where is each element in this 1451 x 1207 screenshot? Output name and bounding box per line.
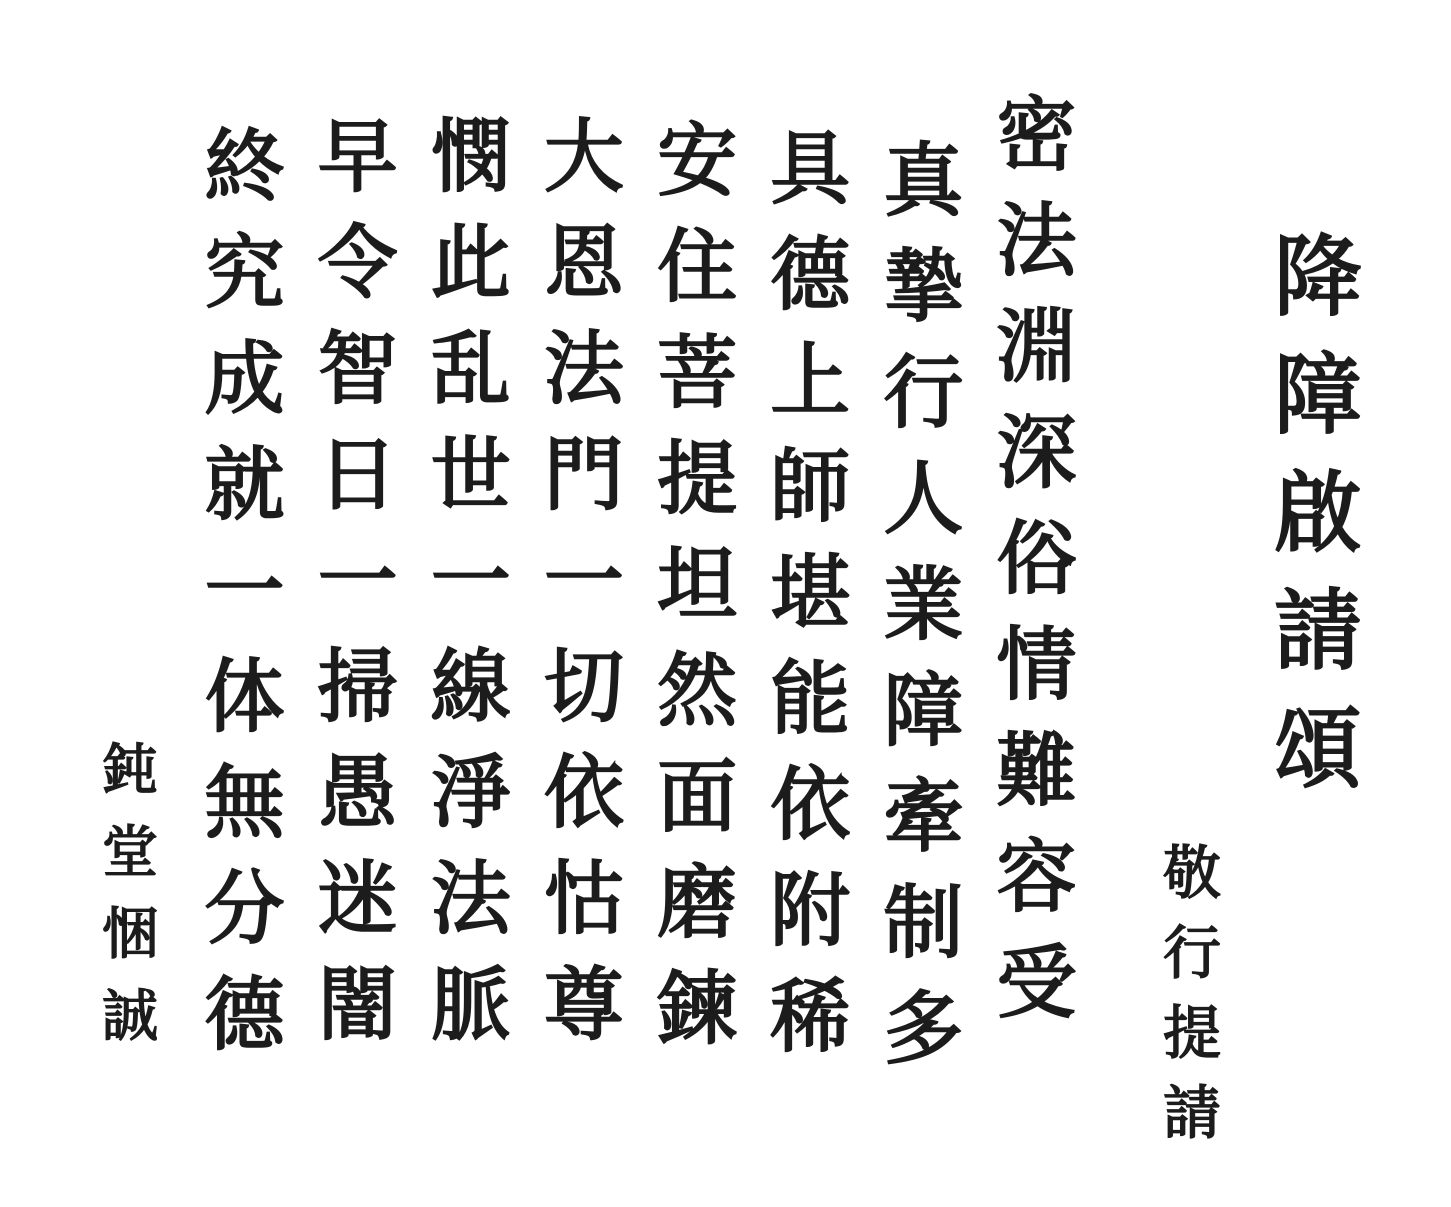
verse-line-8: 終究成就一体無分德 bbox=[191, 124, 285, 1078]
signature-text: 鈍堂悃誠 bbox=[93, 740, 159, 1068]
verse-line-4: 安住菩提坦然面磨鍊 bbox=[643, 118, 738, 1072]
verse-line-6: 憫此乱世一線淨法脈 bbox=[417, 114, 512, 1068]
verse-line-2: 真摯行人業障牽制多 bbox=[869, 138, 964, 1092]
dedication-text: 敬行提請 bbox=[1153, 842, 1221, 1162]
verse-line-1: 密法淵深俗情難容受 bbox=[982, 92, 1077, 1046]
verse-block bbox=[191, 92, 1077, 1092]
verse-line-3: 具德上師堪能依附稀 bbox=[756, 126, 851, 1080]
verse-line-5: 大恩法門一切依怙尊 bbox=[530, 114, 625, 1068]
page-title: 降障啟請頌 bbox=[1260, 230, 1364, 820]
verse-line-7: 早令智日一掃愚迷闇 bbox=[304, 114, 399, 1068]
